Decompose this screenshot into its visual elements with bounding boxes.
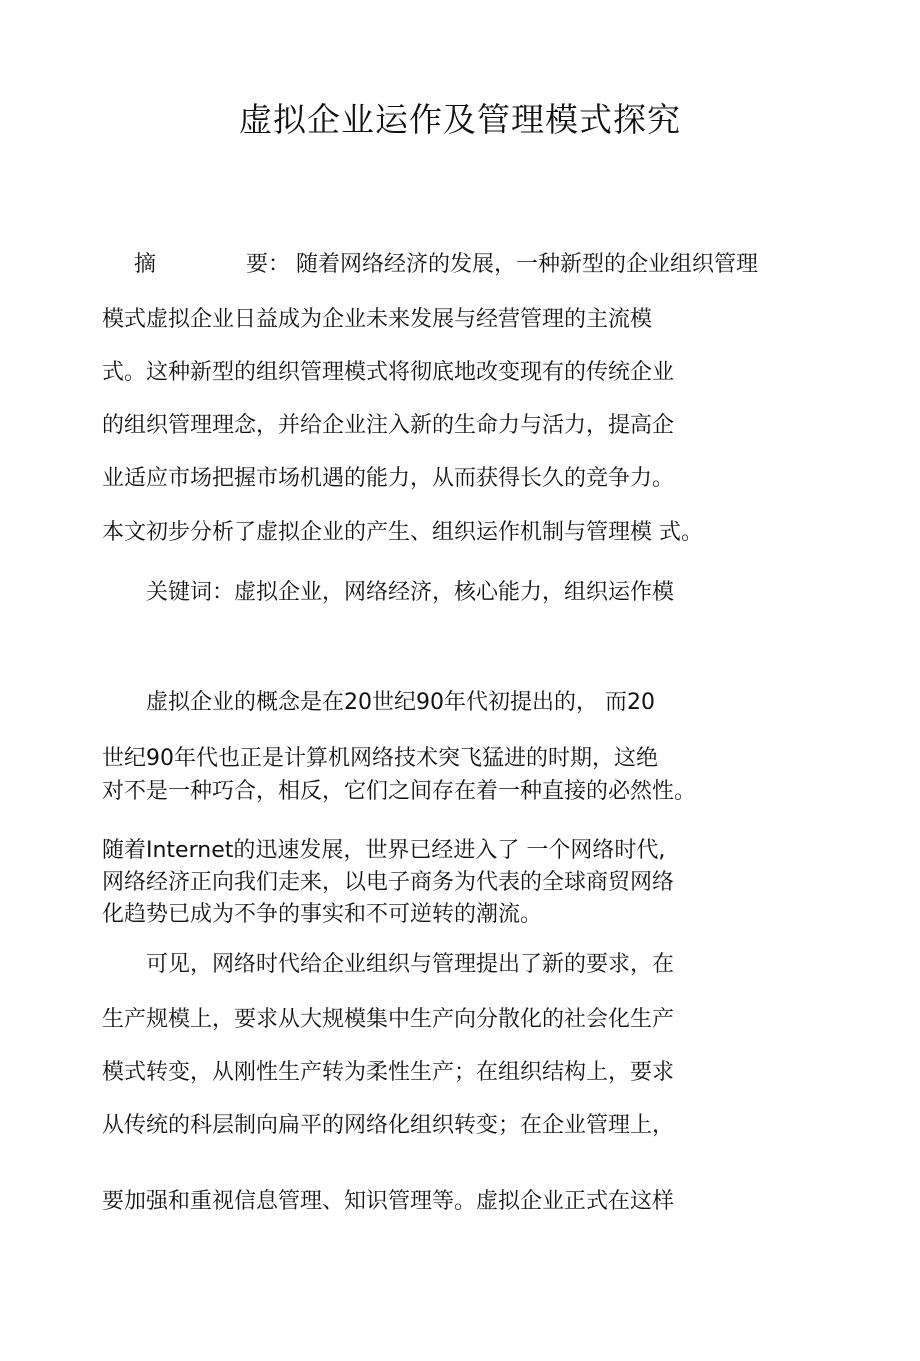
abstract-label-part2: 要： [246,252,291,277]
document-title: 虚拟企业运作及管理模式探究 [239,100,681,139]
paragraph-line: 网络经济正向我们走来，以电子商务为代表的全球商贸网络 [102,870,675,895]
keywords-line: 关键词：虚拟企业，网络经济，核心能力，组织运作模 [146,580,675,605]
paragraph-line: 要加强和重视信息管理、知识管理等。虚拟企业正式在这样 [102,1189,675,1214]
abstract-line: 业适应市场把握市场机遇的能力，从而获得长久的竞争力。 [102,466,675,491]
paragraph-line: 虚拟企业的概念是在20世纪90年代初提出的， 而20 [146,690,655,715]
paragraph-line: 从传统的科层制向扁平的网络化组织转变；在企业管理上， [102,1113,675,1138]
abstract-line: 模式虚拟企业日益成为企业未来发展与经营管理的主流模 [102,307,653,332]
abstract-line: 的组织管理理念，并给企业注入新的生命力与活力，提高企 [102,413,675,438]
paragraph-line: 世纪90年代也正是计算机网络技术突飞猛进的时期，这绝 [102,746,658,771]
paragraph-line: 生产规模上，要求从大规模集中生产向分散化的社会化生产 [102,1007,675,1032]
abstract-label-part1: 摘 [134,252,157,277]
paragraph-line: 对不是一种巧合，相反，它们之间存在着一种直接的必然性。 [102,779,697,804]
paragraph-line: 可见，网络时代给企业组织与管理提出了新的要求，在 [146,952,675,977]
abstract-line: 随着网络经济的发展，一种新型的企业组织管理 [296,252,759,277]
paragraph-line: 模式转变，从刚性生产转为柔性生产；在组织结构上，要求 [102,1060,675,1085]
paragraph-line: 随着Internet的迅速发展，世界已经进入了 一个网络时代, [102,838,666,863]
abstract-line: 式。这种新型的组织管理模式将彻底地改变现有的传统企业 [102,360,675,385]
paragraph-line: 化趋势已成为不争的事实和不可逆转的潮流。 [102,902,543,927]
abstract-line: 本文初步分析了虚拟企业的产生、组织运作机制与管理模 式。 [102,520,703,545]
